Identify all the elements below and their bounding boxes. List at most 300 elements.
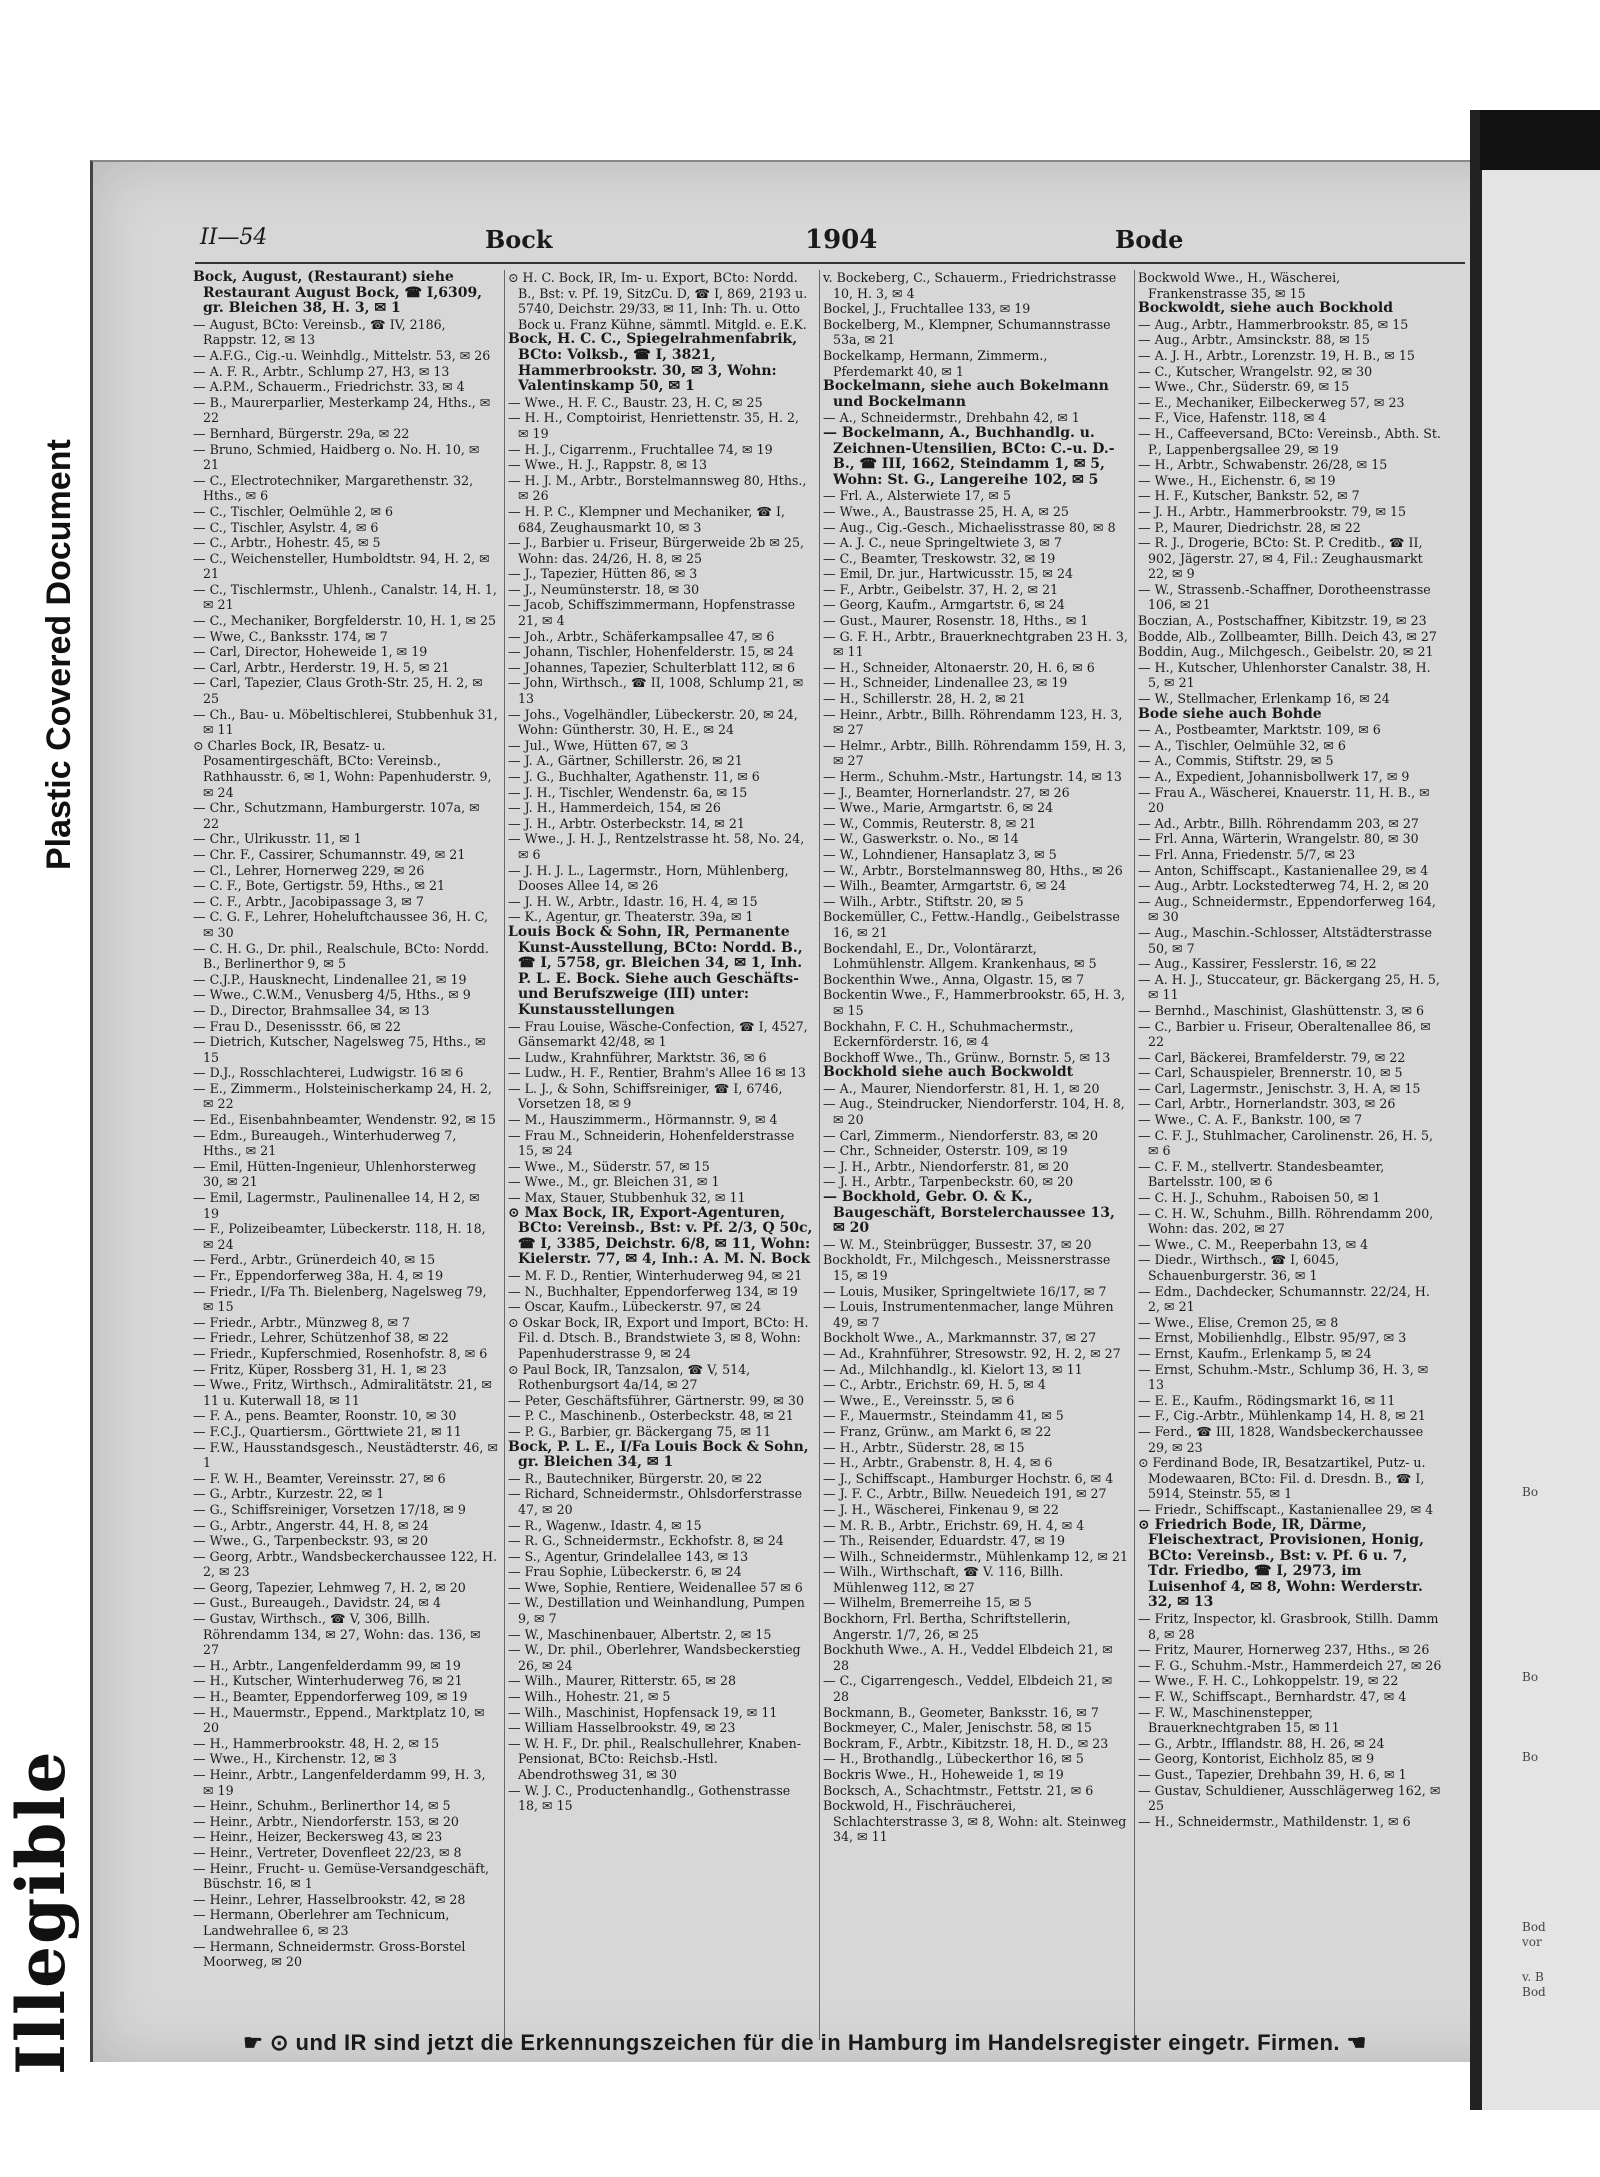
- directory-entry: — H. J., Cigarrenm., Fruchtallee 74, ✉ 19: [508, 441, 773, 457]
- directory-entry: — Heinr., Schuhm., Berlinerthor 14, ✉ 5: [193, 1798, 451, 1814]
- directory-entry: — J. H., Wäscherei, Finkenau 9, ✉ 22: [823, 1501, 1059, 1517]
- directory-entry: — Wwe., H. J., Rappstr. 8, ✉ 13: [508, 457, 708, 473]
- directory-entry: — G., Arbtr., Ifflandstr. 88, H. 26, ✉ 24: [1138, 1735, 1385, 1751]
- directory-entry: — Frau D., Desenissstr. 66, ✉ 22: [193, 1018, 401, 1034]
- directory-entry: — John, Wirthsch., ☎ II, 1008, Schlump 21, ✉ 13: [508, 675, 804, 707]
- directory-entry: — Wilh., Arbtr., Stiftstr. 20, ✉ 5: [823, 893, 1024, 909]
- directory-entry: — C.J.P., Hausknecht, Lindenallee 21, ✉ 19: [193, 971, 467, 987]
- directory-entry: — Gust., Maurer, Rosenstr. 18, Hths., ✉ 1: [823, 613, 1089, 629]
- pointing-hand-icon: ☚: [1346, 2030, 1367, 2055]
- directory-entry: — Dietrich, Kutscher, Nagelsweg 75, Hths., ✉ 15: [193, 1034, 486, 1065]
- directory-entry: — F. W., Schiffscapt., Bernhardstr. 47, ✉ 4: [1138, 1689, 1407, 1705]
- directory-entry: — W., Commis, Reuterstr. 8, ✉ 21: [823, 815, 1037, 831]
- directory-entry: — Ed., Eisenbahnbeamter, Wendenstr. 92, ✉ 15: [193, 1112, 496, 1128]
- directory-entry: — W., Strassenb.-Schaffner, Dorotheenstrasse 106, ✉ 21: [1138, 581, 1431, 613]
- edge-word: vor: [1522, 1935, 1542, 1949]
- directory-entry: — Aug., Maschin.-Schlosser, Altstädterstrasse 50, ✉ 7: [1138, 924, 1432, 956]
- pointing-hand-icon: ☛: [243, 2030, 264, 2055]
- directory-entry: — A., Maurer, Niendorferstr. 81, H. 1, ✉ 20: [823, 1080, 1100, 1096]
- directory-entry: — Carl, Arbtr., Herderstr. 19, H. 5, ✉ 21: [193, 659, 450, 675]
- directory-entry: — C., Tischler, Oelmühle 2, ✉ 6: [193, 503, 394, 519]
- directory-entry: — R. G., Schneidermstr., Eckhofstr. 8, ✉ 24: [508, 1533, 784, 1549]
- directory-entry: — C., Tischler, Asylstr. 4, ✉ 6: [193, 519, 379, 535]
- directory-entry: — Ernst, Mobilienhdlg., Elbstr. 95/97, ✉ 3: [1138, 1330, 1407, 1346]
- footer-note: ⊙ und IR sind jetzt die Erkennungszeichen für die in Hamburg im Handelsregister eingetr. Firmen.: [269, 2030, 1341, 2055]
- directory-entry: — J. H., Arbtr., Tarpenbeckstr. 60, ✉ 20: [823, 1174, 1074, 1190]
- directory-entry: — Frau Louise, Wäsche-Confection, ☎ I, 4527, Gänsemarkt 42/48, ✉ 1: [508, 1018, 808, 1050]
- directory-entry-heading: Louis Bock & Sohn, IR, Permanente Kunst-Ausstellung, BCto: Nordd. B., ☎ I, 5758, gr. Bleichen 34, ✉ 1, Inh. P. L. E. Bock. Siehe auch Geschäfts- und Berufszweige (III) unter: Kunstausstellungen: [508, 923, 803, 1018]
- directory-entry: — H. P. C., Klempner und Mechaniker, ☎ I, 684, Zeughausmarkt 10, ✉ 3: [508, 503, 786, 535]
- directory-entry: — F. G., Schuhm.-Mstr., Hammerdeich 27, ✉ 26: [1138, 1657, 1442, 1673]
- directory-entry: — W., Arbtr., Borstelmannsweg 80, Hths., ✉ 26: [823, 862, 1123, 878]
- directory-entry: — Aug., Arbtr., Amsinckstr. 88, ✉ 15: [1138, 332, 1370, 348]
- directory-entry: Bockhorn, Frl. Bertha, Schriftstellerin, Angerstr. 1/7, 26, ✉ 25: [823, 1611, 1071, 1642]
- directory-entry: — E., Zimmerm., Holsteinischerkamp 24, H. 2, ✉ 22: [193, 1080, 492, 1112]
- directory-entry: — Frl. Anna, Friedenstr. 5/7, ✉ 23: [1138, 846, 1356, 862]
- directory-entry: — Ferd., Arbtr., Grünerdeich 40, ✉ 15: [193, 1252, 436, 1268]
- directory-entry: — Emil, Dr. jur., Hartwicusstr. 15, ✉ 24: [823, 566, 1073, 582]
- directory-entry: — H., Mauermstr., Eppend., Marktplatz 10, ✉ 20: [193, 1704, 485, 1736]
- directory-entry: — R., Wagenw., Idastr. 4, ✉ 15: [508, 1517, 702, 1533]
- directory-entry: — Wilh., Maurer, Ritterstr. 65, ✉ 28: [508, 1673, 737, 1689]
- directory-entry: — Wwe., C.W.M., Venusberg 4/5, Hths., ✉ 9: [193, 987, 471, 1003]
- directory-entry: — Chr., Ulrikusstr. 11, ✉ 1: [193, 831, 362, 847]
- directory-entry: — Aug., Arbtr. Lockstedterweg 74, H. 2, ✉ 20: [1138, 878, 1429, 894]
- directory-entry: — H., Caffeeversand, BCto: Vereinsb., Abth. St. P., Lappenbergsallee 29, ✉ 19: [1138, 425, 1441, 457]
- directory-entry: — C. F., Bote, Gertigstr. 59, Hths., ✉ 21: [193, 878, 446, 894]
- directory-entry: — Jacob, Schiffszimmermann, Hopfenstrasse 21, ✉ 4: [508, 597, 796, 629]
- directory-entry: — Fritz, Küper, Rossberg 31, H. 1, ✉ 23: [193, 1361, 447, 1377]
- edge-word: v. B: [1522, 1970, 1544, 1984]
- directory-entry: — Fr., Eppendorferweg 38a, H. 4, ✉ 19: [193, 1268, 444, 1283]
- directory-entry: — G., Schiffsreiniger, Vorsetzen 17/18, ✉ 9: [193, 1501, 466, 1517]
- directory-entry: — C. H. G., Dr. phil., Realschule, BCto: Nordd. B., Berlinerthor 9, ✉ 5: [193, 940, 489, 972]
- directory-entry: — Frau Sophie, Lübeckerstr. 6, ✉ 24: [508, 1564, 742, 1580]
- directory-entry: — C. H. J., Schuhm., Raboisen 50, ✉ 1: [1138, 1190, 1381, 1206]
- directory-entry: — K., Agentur, gr. Theaterstr. 39a, ✉ 1: [508, 909, 754, 925]
- directory-entry: Bockel, J., Fruchtallee 133, ✉ 19: [823, 301, 1031, 317]
- directory-entry: — Herm., Schuhm.-Mstr., Hartungstr. 14, ✉ 13: [823, 769, 1122, 784]
- directory-entry: — Wwe., C. M., Reeperbahn 13, ✉ 4: [1138, 1236, 1369, 1252]
- directory-entry-heading: Bockhold siehe auch Bockwoldt: [823, 1064, 1074, 1081]
- directory-entry: — C., Arbtr., Erichstr. 69, H. 5, ✉ 4: [823, 1377, 1046, 1393]
- directory-entry: — Georg, Kaufm., Armgartstr. 6, ✉ 24: [823, 597, 1065, 613]
- directory-entry: v. Bockeberg, C., Schauerm., Friedrichstrasse 10, H. 3, ✉ 4: [823, 270, 1117, 301]
- directory-entry: — Georg, Arbtr., Wandsbeckerchaussee 122, H. 2, ✉ 23: [193, 1548, 497, 1580]
- directory-entry: — F.C.J., Quartiersm., Görttwiete 21, ✉ 11: [193, 1423, 462, 1439]
- directory-entry: — P., Maurer, Diedrichstr. 28, ✉ 22: [1138, 519, 1361, 535]
- directory-entry: — F., Polizeibeamter, Lübeckerstr. 118, H. 18, ✉ 24: [193, 1221, 486, 1252]
- directory-entry: — P. G., Barbier, gr. Bäckergang 75, ✉ 11: [508, 1423, 772, 1439]
- directory-entry: — M. F. D., Rentier, Winterhuderweg 94, ✉ 21: [508, 1268, 803, 1283]
- directory-entry: — Aug., Steindrucker, Niendorferstr. 104, H. 8, ✉ 20: [823, 1096, 1125, 1128]
- directory-entry: — Th., Reisender, Eduardstr. 47, ✉ 19: [823, 1533, 1065, 1549]
- column-divider: [504, 270, 505, 2040]
- directory-entry: — Wwe., Chr., Süderstr. 69, ✉ 15: [1138, 379, 1350, 395]
- directory-entry: — F., Vice, Hafenstr. 118, ✉ 4: [1138, 410, 1327, 426]
- directory-entry: — E., Mechaniker, Eilbeckerweg 57, ✉ 23: [1138, 394, 1405, 410]
- directory-entry-heading: ⊙ Friedrich Bode, IR, Därme, Fleischextract, Provisionen, Honig, BCto: Vereinsb., Bst: v. Pf. 6 u. 7, Tdr. Friedbo, ☎ I, 2973, im Luisenhof 4, ✉ 8, Wohn: Werderstr. 32, ✉ 13: [1138, 1516, 1424, 1611]
- directory-entry: — Fritz, Inspector, kl. Grasbrook, Stillh. Damm 8, ✉ 28: [1138, 1611, 1439, 1642]
- directory-entry: — C., Kutscher, Wrangelstr. 92, ✉ 30: [1138, 363, 1373, 379]
- directory-entry: — Wilhelm, Bremerreihe 15, ✉ 5: [823, 1595, 1032, 1611]
- directory-entry: — F. W., Maschinenstepper, Brauerknechtgraben 15, ✉ 11: [1138, 1704, 1340, 1736]
- directory-entry: — Gustav, Wirthsch., ☎ V, 306, Billh. Röhrendamm 134, ✉ 27, Wohn: das. 136, ✉ 27: [193, 1611, 481, 1658]
- plastic-covered-stamp: Plastic Covered Document: [40, 439, 78, 870]
- directory-entry: — Heinr., Frucht- u. Gemüse-Versandgeschäft, Büschstr. 16, ✉ 1: [193, 1860, 490, 1892]
- directory-entry: — Oscar, Kaufm., Lübeckerstr. 97, ✉ 24: [508, 1299, 762, 1315]
- directory-entry: — Heinr., Vertreter, Dovenfleet 22/23, ✉ 8: [193, 1844, 462, 1860]
- directory-entry: — W., Lohndiener, Hansaplatz 3, ✉ 5: [823, 846, 1057, 862]
- directory-entry-heading: Bockwoldt, siehe auch Bockhold: [1138, 300, 1394, 317]
- directory-entry: Boddin, Aug., Milchgesch., Geibelstr. 20, ✉ 21: [1138, 644, 1434, 660]
- directory-entry: Bockhoff Wwe., Th., Grünw., Bornstr. 5, ✉ 13: [823, 1049, 1111, 1065]
- directory-entry: — Wwe., Fritz, Wirthsch., Admiralitätstr. 21, ✉ 11 u. Kuterwall 18, ✉ 11: [193, 1377, 492, 1408]
- directory-entry: — A. J. H., Arbtr., Lorenzstr. 19, H. B., ✉ 15: [1138, 347, 1415, 363]
- directory-entry: Bockelberg, M., Klempner, Schumannstrasse 53a, ✉ 21: [823, 316, 1111, 348]
- edge-word: Bo: [1522, 1670, 1539, 1684]
- directory-entry: — Diedr., Wirthsch., ☎ I, 6045, Schauenburgerstr. 36, ✉ 1: [1138, 1252, 1340, 1283]
- directory-entry: — Heinr., Arbtr., Billh. Röhrendamm 123, H. 3, ✉ 27: [823, 706, 1123, 738]
- directory-entry-heading: — Bockhold, Gebr. O. & K., Baugeschäft, Borstelerchaussee 13, ✉ 20: [823, 1189, 1115, 1237]
- directory-entry-heading: — Bockelmann, A., Buchhandlg. u. Zeichnen-Utensilien, BCto: C.-u. D.-B., ☎ III, 1662, Steindamm 1, ✉ 5, Wohn: St. G., Langereihe 102, ✉ 5: [823, 424, 1115, 488]
- directory-entry: — H., Brothandlg., Lübeckerthor 16, ✉ 5: [823, 1751, 1084, 1767]
- directory-entry: — A., Postbeamter, Marktstr. 109, ✉ 6: [1138, 722, 1381, 738]
- directory-entry: — C. G. F., Lehrer, Hoheluftchaussee 36, H. C, ✉ 30: [193, 909, 489, 940]
- directory-entry: — H., Kutscher, Uhlenhorster Canalstr. 38, H. 5, ✉ 21: [1138, 659, 1431, 691]
- directory-entry: — Edm., Bureaugeh., Winterhuderweg 7, Hths., ✉ 21: [193, 1127, 457, 1159]
- adjacent-page-edge: [1470, 110, 1600, 2110]
- directory-entry: — L. J., & Sohn, Schiffsreiniger, ☎ I, 6746, Vorsetzen 18, ✉ 9: [508, 1080, 783, 1112]
- directory-entry: — Johann, Tischler, Hohenfelderstr. 15, ✉ 24: [508, 644, 794, 660]
- directory-entry: — H., Kutscher, Winterhuderweg 76, ✉ 21: [193, 1673, 463, 1689]
- directory-entry: — Wwe., G., Tarpenbeckstr. 93, ✉ 20: [193, 1533, 428, 1549]
- directory-entry: — Louis, Instrumentenmacher, lange Mühren 49, ✉ 7: [823, 1299, 1114, 1330]
- directory-entry: — C., Cigarrengesch., Veddel, Elbdeich 21, ✉ 28: [823, 1673, 1113, 1705]
- header-last-word: Bode: [1115, 225, 1184, 254]
- edge-word: Bo: [1522, 1750, 1539, 1764]
- directory-entry: — J., Tapezier, Hütten 86, ✉ 3: [508, 566, 698, 582]
- directory-entry: — Wilh., Beamter, Armgartstr. 6, ✉ 24: [823, 878, 1067, 894]
- directory-entry: — Wwe., M., gr. Bleichen 31, ✉ 1: [508, 1174, 720, 1190]
- directory-entry: — A. H. J., Stuccateur, gr. Bäckergang 25, H. 5, ✉ 11: [1138, 971, 1440, 1003]
- scan-shadow: [1480, 110, 1600, 170]
- directory-entry: — H., Beamter, Eppendorferweg 109, ✉ 19: [193, 1689, 468, 1705]
- directory-entry: — Wilh., Wirthschaft, ☎ V. 116, Billh. Mühlenweg 112, ✉ 27: [823, 1564, 1064, 1595]
- directory-entry: — Frau A., Wäscherei, Knauerstr. 11, H. B., ✉ 20: [1138, 784, 1430, 816]
- directory-entry: — W., Dr. phil., Oberlehrer, Wandsbeckerstieg 26, ✉ 24: [508, 1642, 801, 1673]
- directory-entry: — Heinr., Arbtr., Langenfelderdamm 99, H. 3, ✉ 19: [193, 1767, 486, 1798]
- directory-entry: — S., Agentur, Grindelallee 143, ✉ 13: [508, 1548, 749, 1564]
- directory-entry: — Wwe., H., Eichenstr. 6, ✉ 19: [1138, 472, 1336, 488]
- directory-entry: — Ad., Milchhandlg., kl. Kielort 13, ✉ 11: [823, 1361, 1083, 1377]
- directory-entry: — H., Arbtr., Schwabenstr. 26/28, ✉ 15: [1138, 457, 1388, 473]
- directory-entry: — Bernhd., Maschinist, Glashüttenstr. 3, ✉ 6: [1138, 1002, 1425, 1018]
- directory-entry: — Georg, Kontorist, Eichholz 85, ✉ 9: [1138, 1751, 1375, 1767]
- directory-entry: Bockwold Wwe., H., Wäscherei, Frankenstrasse 35, ✉ 15: [1138, 270, 1341, 301]
- directory-entry: — P. C., Maschinenb., Osterbeckstr. 48, ✉ 21: [508, 1408, 794, 1424]
- directory-entry: — W. J. C., Productenhandlg., Gothenstrasse 18, ✉ 15: [508, 1782, 791, 1814]
- directory-entry: — Louis, Musiker, Springeltwiete 16/17, ✉ 7: [823, 1283, 1107, 1299]
- directory-entry: — Aug., Arbtr., Hammerbrookstr. 85, ✉ 15: [1138, 316, 1409, 332]
- directory-entry: — Bernhard, Bürgerstr. 29a, ✉ 22: [193, 425, 410, 441]
- directory-entry: — E. E., Kaufm., Rödingsmarkt 16, ✉ 11: [1138, 1392, 1396, 1408]
- directory-entry: — Franz, Grünw., am Markt 6, ✉ 22: [823, 1423, 1052, 1439]
- directory-entry: Bockmeyer, C., Maler, Jenischstr. 58, ✉ 15: [823, 1720, 1092, 1736]
- directory-entry: — Wilh., Schneidermstr., Mühlenkamp 12, ✉ 21: [823, 1548, 1128, 1564]
- directory-entry-heading: Bock, P. L. E., I/Fa Louis Bock & Sohn, gr. Bleichen 34, ✉ 1: [508, 1438, 809, 1471]
- directory-entry: — Johannes, Tapezier, Schulterblatt 112, ✉ 6: [508, 659, 795, 675]
- directory-entry: ⊙ H. C. Bock, IR, Im- u. Export, BCto: Nordd. B., Bst: v. Pf. 19, SitzCu. D, ☎ I, 869, 2193 u. 5740, Deichstr. 29/33, ✉ 11, Inh: Th. u. Otto Bock u. Franz Kühne, sämmtl. Mitgld. e. E.K.: [508, 270, 808, 332]
- directory-entry: — Chr., Schneider, Osterstr. 109, ✉ 19: [823, 1143, 1068, 1159]
- directory-entry: — Helmr., Arbtr., Billh. Röhrendamm 159, H. 3, ✉ 27: [823, 737, 1127, 769]
- directory-entry: — M., Hauszimmerm., Hörmannstr. 9, ✉ 4: [508, 1112, 778, 1128]
- directory-entry: ⊙ Paul Bock, IR, Tanzsalon, ☎ V, 514, Rothenburgsort 4a/14, ✉ 27: [508, 1361, 751, 1393]
- directory-entry: ⊙ Charles Bock, IR, Besatz- u. Posamentirgeschäft, BCto: Vereinsb., Rathhausstr. 6, ✉ 1, Wohn: Papenhuderstr. 9, ✉ 24: [193, 737, 492, 800]
- directory-entry: — N., Buchhalter, Eppendorferweg 134, ✉ 19: [508, 1283, 798, 1299]
- directory-entry: — Ad., Krahnführer, Stresowstr. 92, H. 2, ✉ 27: [823, 1345, 1121, 1361]
- directory-entry: — Wwe., F. H. C., Lohkoppelstr. 19, ✉ 22: [1138, 1673, 1399, 1689]
- directory-entry: — Richard, Schneidermstr., Ohlsdorferstrasse 47, ✉ 20: [508, 1486, 803, 1517]
- directory-entry: — Cl., Lehrer, Hornerweg 229, ✉ 26: [193, 862, 425, 878]
- directory-entry: — Carl, Schauspieler, Brennerstr. 10, ✉ 5: [1138, 1065, 1403, 1081]
- directory-entry: — J. A., Gärtner, Schillerstr. 26, ✉ 21: [508, 753, 743, 769]
- directory-entry: — Ernst, Schuhm.-Mstr., Schlump 36, H. 3, ✉ 13: [1138, 1361, 1429, 1393]
- directory-entry: — D.J., Rosschlachterei, Ludwigstr. 16 ✉ 6: [193, 1065, 464, 1081]
- header-rule: [195, 262, 1465, 264]
- directory-entry: — Heinr., Heizer, Beckersweg 43, ✉ 23: [193, 1829, 443, 1845]
- directory-entry: — Anton, Schiffscapt., Kastanienallee 29, ✉ 4: [1138, 862, 1429, 878]
- directory-entry: Bodde, Alb., Zollbeamter, Billh. Deich 43, ✉ 27: [1138, 628, 1437, 644]
- directory-entry: — G., Arbtr., Kurzestr. 22, ✉ 1: [193, 1486, 385, 1502]
- directory-entry: — Aug., Kassirer, Fesslerstr. 16, ✉ 22: [1138, 956, 1377, 972]
- directory-entry: — Wwe, Sophie, Rentiere, Weidenallee 57 ✉ 6: [508, 1579, 803, 1595]
- directory-entry: Bockris Wwe., H., Hoheweide 1, ✉ 19: [823, 1767, 1064, 1782]
- directory-entry: — Wwe., E., Vereinsstr. 5, ✉ 6: [823, 1392, 1015, 1408]
- directory-entry: — Friedr., Lehrer, Schützenhof 38, ✉ 22: [193, 1330, 449, 1346]
- directory-entry: Bockhahn, F. C. H., Schuhmachermstr., Eckernförderstr. 16, ✉ 4: [823, 1018, 1074, 1050]
- directory-entry: — J., Neumünsterstr. 18, ✉ 30: [508, 581, 700, 597]
- directory-entry: ⊙ Oskar Bock, IR, Export und Import, BCto: H. Fil. d. Dtsch. B., Brandstwiete 3, ✉ 8, Wohn: Papenhuderstrasse 9, ✉ 24: [508, 1314, 809, 1361]
- directory-entry: ⊙ Ferdinand Bode, IR, Besatzartikel, Putz- u. Modewaaren, BCto: Fil. d. Dresdn. B., ☎ I, 5914, Steinstr. 55, ✉ 1: [1138, 1455, 1426, 1502]
- directory-entry: — C., Tischlermstr., Uhlenh., Canalstr. 14, H. 1, ✉ 21: [193, 581, 497, 613]
- directory-entry: — J. H., Arbtr., Hammerbrookstr. 79, ✉ 15: [1138, 503, 1407, 519]
- directory-entry: — A., Commis, Stiftstr. 29, ✉ 5: [1138, 753, 1334, 769]
- page-header: [200, 225, 1500, 261]
- directory-entry: — August, BCto: Vereinsb., ☎ IV, 2186, Rappstr. 12, ✉ 13: [193, 316, 446, 348]
- directory-entry: — Wwe., C. A. F., Bankstr. 100, ✉ 7: [1138, 1112, 1363, 1128]
- directory-entry: — F., Cig.-Arbtr., Mühlenkamp 14, H. 8, ✉ 21: [1138, 1408, 1426, 1424]
- directory-entry: — Wwe, C., Banksstr. 174, ✉ 7: [193, 628, 388, 644]
- column-divider: [819, 270, 820, 2040]
- directory-entry: — W., Maschinenbauer, Albertstr. 2, ✉ 15: [508, 1626, 772, 1642]
- directory-entry: — M. R. B., Arbtr., Erichstr. 69, H. 4, ✉ 4: [823, 1517, 1085, 1533]
- directory-entry: — C. H. W., Schuhm., Billh. Röhrendamm 200, Wohn: das. 202, ✉ 27: [1138, 1205, 1434, 1237]
- directory-entry: — R. J., Drogerie, BCto: St. P. Creditb., ☎ II, 902, Jägerstr. 27, ✉ 4, Fil.: Zeughausmarkt 22, ✉ 9: [1138, 535, 1423, 582]
- directory-entry: — Gust., Bureaugeh., Davidstr. 24, ✉ 4: [193, 1595, 441, 1611]
- directory-entry: Bockholdt, Fr., Milchgesch., Meissnerstrasse 15, ✉ 19: [823, 1252, 1111, 1283]
- directory-entry: — Wwe., Marie, Armgartstr. 6, ✉ 24: [823, 800, 1054, 816]
- directory-entry: — J., Schiffscapt., Hamburger Hochstr. 6, ✉ 4: [823, 1470, 1114, 1486]
- directory-entry: — Wwe., Elise, Cremon 25, ✉ 8: [1138, 1314, 1339, 1330]
- directory-entry: — A., Schneidermstr., Drehbahn 42, ✉ 1: [823, 410, 1080, 426]
- directory-entry: Boczian, A., Postschaffner, Kibitzstr. 19, ✉ 23: [1138, 613, 1427, 629]
- directory-entry: — Heinr., Arbtr., Niendorferstr. 153, ✉ 20: [193, 1813, 459, 1829]
- header-first-word: Bock: [485, 225, 553, 254]
- column-divider: [1134, 270, 1135, 2040]
- directory-entry: — C., Beamter, Treskowstr. 32, ✉ 19: [823, 550, 1056, 566]
- illegible-stamp: Illegible: [2, 1749, 80, 2075]
- directory-entry: Bockhuth Wwe., A. H., Veddel Elbdeich 21, ✉ 28: [823, 1642, 1113, 1673]
- directory-entry: — Jul., Wwe, Hütten 67, ✉ 3: [508, 737, 689, 753]
- directory-entry: — A. J. C., neue Springeltwiete 3, ✉ 7: [823, 535, 1062, 551]
- directory-entry: — W., Destillation und Weinhandlung, Pumpen 9, ✉ 7: [508, 1595, 805, 1627]
- directory-entry: — Fritz, Maurer, Hornerweg 237, Hths., ✉ 26: [1138, 1642, 1430, 1658]
- directory-entry: — Friedr., Kupferschmied, Rosenhofstr. 8, ✉ 6: [193, 1345, 488, 1361]
- directory-entry: — F. A., pens. Beamter, Roonstr. 10, ✉ 30: [193, 1408, 457, 1424]
- directory-entry: — Emil, Hütten-Ingenieur, Uhlenhorsterweg 30, ✉ 21: [193, 1158, 477, 1190]
- directory-entry: — Johs., Vogelhändler, Lübeckerstr. 20, ✉ 24, Wohn: Güntherstr. 30, H. E., ✉ 24: [508, 706, 798, 738]
- directory-entry: — F., Mauermstr., Steindamm 41, ✉ 5: [823, 1408, 1064, 1424]
- directory-entry: — J. H., Hammerdeich, 154, ✉ 26: [508, 800, 721, 816]
- directory-entry: — H., Hammerbrookstr. 48, H. 2, ✉ 15: [193, 1735, 440, 1751]
- directory-entry: — W. M., Steinbrügger, Bussestr. 37, ✉ 20: [823, 1236, 1092, 1252]
- directory-entry: — J. H., Arbtr. Osterbeckstr. 14, ✉ 21: [508, 815, 745, 831]
- directory-entry: — J., Beamter, Hornerlandstr. 27, ✉ 26: [823, 784, 1070, 800]
- directory-entry: Bockram, F., Arbtr., Kibitzstr. 18, H. D., ✉ 23: [823, 1735, 1109, 1751]
- directory-entry: Bockendahl, E., Dr., Volontärarzt, Lohmühlenstr. Allgem. Krankenhaus, ✉ 5: [823, 940, 1097, 972]
- directory-entry: — J. H. J. L., Lagermstr., Horn, Mühlenberg, Dooses Allee 14, ✉ 26: [508, 862, 789, 894]
- directory-entry: — H., Arbtr., Grabenstr. 8, H. 4, ✉ 6: [823, 1455, 1053, 1471]
- directory-entry: Bocksch, A., Schachtmstr., Fettstr. 21, ✉ 6: [823, 1782, 1094, 1798]
- directory-entry: Bockemüller, C., Fettw.-Handlg., Geibelstrasse 16, ✉ 21: [823, 909, 1120, 940]
- directory-entry: — J. G., Buchhalter, Agathenstr. 11, ✉ 6: [508, 769, 760, 784]
- directory-entry: — Ludw., Krahnführer, Marktstr. 36, ✉ 6: [508, 1049, 767, 1065]
- directory-entry: — C. F. J., Stuhlmacher, Carolinenstr. 26, H. 5, ✉ 6: [1138, 1127, 1433, 1159]
- directory-entry: Bockholt Wwe., A., Markmannstr. 37, ✉ 27: [823, 1330, 1097, 1346]
- directory-entry: — H., Schneider, Altonaerstr. 20, H. 6, ✉ 6: [823, 659, 1095, 675]
- directory-entry: — H., Arbtr., Süderstr. 28, ✉ 15: [823, 1439, 1025, 1455]
- directory-entry: — Frau M., Schneiderin, Hohenfelderstrasse 15, ✉ 24: [508, 1127, 795, 1159]
- directory-entry: — C., Electrotechniker, Margarethenstr. 32, Hths., ✉ 6: [193, 472, 474, 504]
- directory-entry: — A., Tischler, Oelmühle 32, ✉ 6: [1138, 737, 1346, 753]
- header-year: 1904: [805, 225, 878, 255]
- directory-entry: — F.W., Hausstandsgesch., Neustädterstr. 46, ✉ 1: [193, 1439, 498, 1471]
- directory-entry: — Emil, Lagermstr., Paulinenallee 14, H 2, ✉ 19: [193, 1190, 480, 1221]
- directory-entry: — A. F. R., Arbtr., Schlump 27, H3, ✉ 13: [193, 363, 450, 379]
- directory-entry: — D., Director, Brahmsallee 34, ✉ 13: [193, 1002, 430, 1018]
- directory-entry: Bockenthin Wwe., Anna, Olgastr. 15, ✉ 7: [823, 971, 1085, 987]
- directory-entry: — Wwe., A., Baustrasse 25, H. A, ✉ 25: [823, 503, 1069, 519]
- edge-word: Bod: [1522, 1920, 1546, 1934]
- directory-entry: — Wwe., H., Kirchenstr. 12, ✉ 3: [193, 1751, 397, 1767]
- directory-entry: — Peter, Geschäftsführer, Gärtnerstr. 99, ✉ 30: [508, 1392, 804, 1408]
- directory-entry: — Aug., Cig.-Gesch., Michaelisstrasse 80, ✉ 8: [823, 519, 1116, 535]
- directory-entry: — Carl, Bäckerei, Bramfelderstr. 79, ✉ 22: [1138, 1049, 1406, 1065]
- directory-entry: — J. H., Tischler, Wendenstr. 6a, ✉ 15: [508, 784, 748, 800]
- directory-entry-heading: Bock, H. C. C., Spiegelrahmenfabrik, BCto: Volksb., ☎ I, 3821, Hammerbrookstr. 30, ✉ 3, Wohn: Valentinskamp 50, ✉ 1: [508, 331, 798, 395]
- directory-entry: — Hermann, Oberlehrer am Technicum, Landwehrallee 6, ✉ 23: [193, 1907, 450, 1938]
- directory-entry: — Bruno, Schmied, Haidberg o. No. H. 10, ✉ 21: [193, 441, 480, 473]
- directory-entry: — Edm., Dachdecker, Schumannstr. 22/24, H. 2, ✉ 21: [1138, 1283, 1430, 1315]
- directory-entry: — C., Weichensteller, Humboldtstr. 94, H. 2, ✉ 21: [193, 550, 490, 582]
- directory-entry: — Georg, Tapezier, Lehmweg 7, H. 2, ✉ 20: [193, 1579, 466, 1595]
- directory-entry: — J. F. C., Arbtr., Billw. Neuedeich 191, ✉ 27: [823, 1486, 1107, 1502]
- directory-entry: — Carl, Lagermstr., Jenischstr. 3, H. A, ✉ 15: [1138, 1080, 1421, 1096]
- directory-entry: — Gust., Tapezier, Drehbahn 39, H. 6, ✉ 1: [1138, 1767, 1407, 1782]
- directory-entry: — H., Schneidermstr., Mathildenstr. 1, ✉ 6: [1138, 1813, 1411, 1829]
- directory-entry: — Ch., Bau- u. Möbeltischlerei, Stubbenhuk 31, ✉ 11: [193, 706, 498, 738]
- directory-entry-heading: ⊙ Max Bock, IR, Export-Agenturen, BCto: Vereinsb., Bst: v. Pf. 2/3, Q 50c, ☎ I, 3385, Deichstr. 6/8, ✉ 11, Wohn: Kielerstr. 77, ✉ 4, Inh.: A. M. N. Bock: [508, 1204, 813, 1268]
- directory-entry: — Carl, Director, Hoheweide 1, ✉ 19: [193, 644, 428, 660]
- directory-entry: — Carl, Arbtr., Hornerlandstr. 303, ✉ 26: [1138, 1096, 1396, 1112]
- directory-entry: — Chr. F., Cassirer, Schumannstr. 49, ✉ 21: [193, 846, 466, 862]
- directory-entry: — W., Stellmacher, Erlenkamp 16, ✉ 24: [1138, 691, 1390, 707]
- directory-column-3: [823, 270, 1128, 2025]
- page-footer: [160, 2030, 1450, 2056]
- directory-entry: Bockmann, B., Geometer, Banksstr. 16, ✉ 7: [823, 1704, 1099, 1720]
- directory-entry: — W. H. F., Dr. phil., Realschullehrer, Knaben-Pensionat, BCto: Reichsb.-Hstl. Abendrothsweg 31, ✉ 30: [508, 1735, 801, 1782]
- directory-entry-heading: Bockelmann, siehe auch Bokelmann und Bockelmann: [823, 378, 1109, 410]
- directory-entry: — F., Arbtr., Geibelstr. 37, H. 2, ✉ 21: [823, 581, 1059, 597]
- directory-entry-heading: Bock, August, (Restaurant) siehe Restaurant August Bock, ☎ I,6309, gr. Bleichen 38, H. 3, ✉ 1: [193, 270, 483, 317]
- directory-entry: — Carl, Tapezier, Claus Groth-Str. 25, H. 2, ✉ 25: [193, 675, 483, 707]
- page-number: II—54: [200, 225, 268, 250]
- directory-entry: — C., Barbier u. Friseur, Oberaltenallee 86, ✉ 22: [1138, 1018, 1431, 1050]
- directory-entry: — Frl. A., Alsterwiete 17, ✉ 5: [823, 488, 1011, 504]
- directory-column-2: [508, 270, 813, 2025]
- directory-entry: — G. F. H., Arbtr., Brauerknechtgraben 23 H. 3, ✉ 11: [823, 628, 1128, 660]
- directory-entry: — Heinr., Lehrer, Hasselbrookstr. 42, ✉ 28: [193, 1891, 466, 1907]
- directory-entry: — Friedr., Arbtr., Münzweg 8, ✉ 7: [193, 1314, 411, 1330]
- directory-entry: — Joh., Arbtr., Schäferkampsallee 47, ✉ 6: [508, 628, 775, 644]
- directory-entry: — Gustav, Schuldiener, Ausschlägerweg 162, ✉ 25: [1138, 1782, 1441, 1814]
- directory-entry: — H. H., Comptoirist, Henriettenstr. 35, H. 2, ✉ 19: [508, 410, 799, 441]
- directory-entry: — F. W. H., Beamter, Vereinsstr. 27, ✉ 6: [193, 1470, 446, 1486]
- directory-entry: — Ernst, Kaufm., Erlenkamp 5, ✉ 24: [1138, 1345, 1372, 1361]
- directory-entry: — R., Bautechniker, Bürgerstr. 20, ✉ 22: [508, 1470, 763, 1486]
- directory-entry: — Friedr., I/Fa Th. Bielenberg, Nagelsweg 79, ✉ 15: [193, 1283, 487, 1315]
- directory-entry: — Aug., Schneidermstr., Eppendorferweg 164, ✉ 30: [1138, 893, 1436, 925]
- directory-column-4: [1138, 270, 1443, 2025]
- directory-entry: — C. F. M., stellvertr. Standesbeamter, Bartelsstr. 100, ✉ 6: [1138, 1158, 1385, 1190]
- directory-entry: — H. J. M., Arbtr., Borstelmannsweg 80, Hths., ✉ 26: [508, 472, 807, 504]
- directory-entry: — Ferd., ☎ III, 1828, Wandsbeckerchaussee 29, ✉ 23: [1138, 1423, 1424, 1455]
- directory-entry: — A., Expedient, Johannisbollwerk 17, ✉ 9: [1138, 769, 1410, 784]
- directory-entry: — Chr., Schutzmann, Hamburgerstr. 107a, ✉ 22: [193, 800, 480, 831]
- directory-entry: — A.P.M., Schauerm., Friedrichstr. 33, ✉ 4: [193, 379, 465, 395]
- directory-entry: Bockelkamp, Hermann, Zimmerm., Pferdemarkt 40, ✉ 1: [823, 347, 1048, 379]
- edge-word: Bo: [1522, 1485, 1539, 1499]
- directory-entry: Bockentin Wwe., F., Hammerbrookstr. 65, H. 3, ✉ 15: [823, 987, 1126, 1018]
- directory-entry: — G., Arbtr., Angerstr. 44, H. 8, ✉ 24: [193, 1517, 429, 1533]
- directory-entry: Bockwold, H., Fischräucherei, Schlachterstrasse 3, ✉ 8, Wohn: alt. Steinweg 34, ✉ 11: [823, 1798, 1127, 1845]
- directory-entry: — C., Mechaniker, Borgfelderstr. 10, H. 1, ✉ 25: [193, 613, 497, 629]
- directory-entry-heading: Bode siehe auch Bohde: [1138, 705, 1322, 722]
- directory-entry: — A.F.G., Cig.-u. Weinhdlg., Mittelstr. 53, ✉ 26: [193, 347, 491, 363]
- directory-entry: — Carl, Zimmerm., Niendorferstr. 83, ✉ 20: [823, 1127, 1099, 1143]
- directory-entry: — Ad., Arbtr., Billh. Röhrendamm 203, ✉ 27: [1138, 815, 1419, 831]
- directory-entry: — J., Barbier u. Friseur, Bürgerweide 2b ✉ 25, Wohn: das. 24/26, H. 8, ✉ 25: [508, 535, 804, 566]
- directory-entry: — Wwe., H. F. C., Baustr. 23, H. C, ✉ 25: [508, 394, 763, 410]
- directory-entry: — Ludw., H. F., Rentier, Brahm's Allee 16 ✉ 13: [508, 1065, 806, 1081]
- directory-entry: — H., Arbtr., Langenfelderdamm 99, ✉ 19: [193, 1657, 461, 1673]
- directory-entry: — H. F., Kutscher, Bankstr. 52, ✉ 7: [1138, 488, 1360, 504]
- directory-entry: — Hermann, Schneidermstr. Gross-Borstel Moorweg, ✉ 20: [193, 1938, 466, 1970]
- directory-entry: — C., Arbtr., Hohestr. 45, ✉ 5: [193, 535, 381, 551]
- directory-entry: — C. F., Arbtr., Jacobipassage 3, ✉ 7: [193, 893, 424, 909]
- directory-entry: — J. H., Arbtr., Niendorferstr. 81, ✉ 20: [823, 1158, 1069, 1174]
